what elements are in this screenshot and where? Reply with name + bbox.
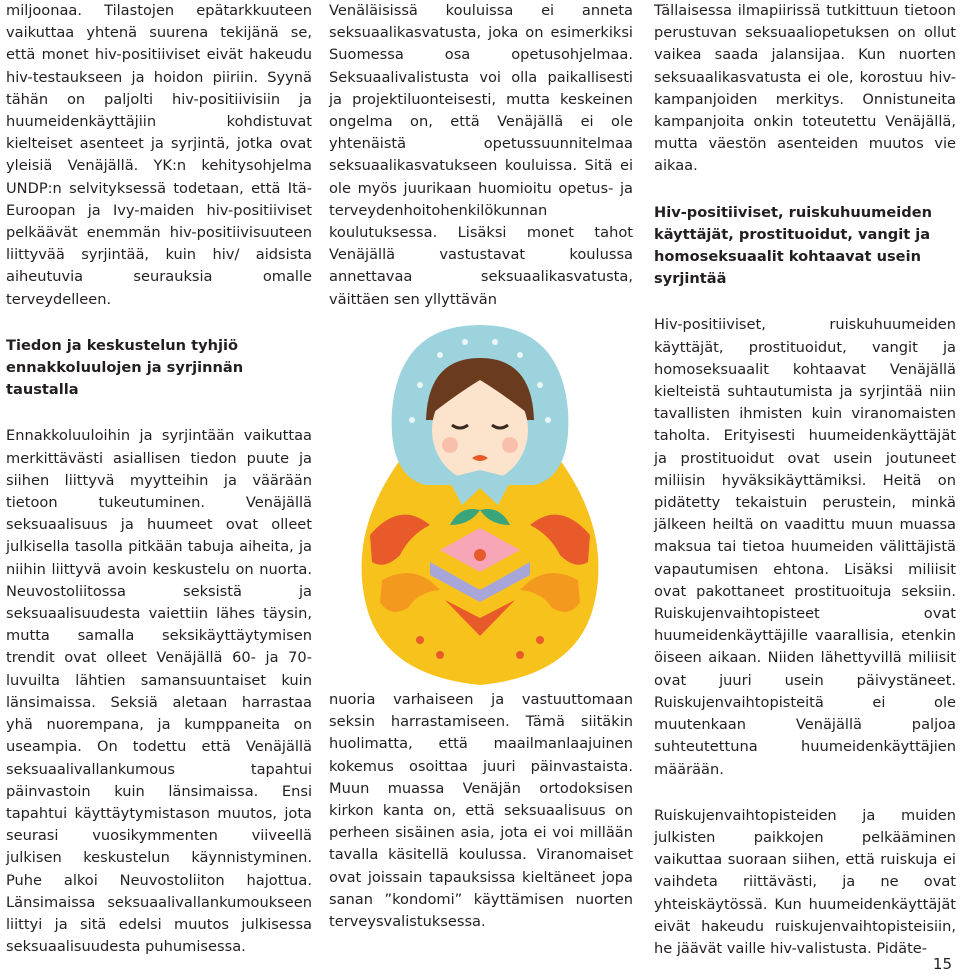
paragraph: nuoria varhaiseen ja vastuuttomaan seksin harrastamiseen. Tämä siitäkin huolimatta, että maailmanlaajuinen kokemus osoittaa juuri päinvastaista. Muun muassa Venäjän ortodoksisen kirkon kanta on, että seksuaalisuus on perheen sisäinen asia, jota ei voi millään tavalla käsitellä koulussa. Viranomaiset ovat joissain tapauksissa kieltäneet jopa sanan ”kondomi” käyttämisen nuorten terveysvalistuksessa. [329, 691, 633, 931]
section-heading: Tiedon ja keskustelun tyhjiö ennakkoluulojen ja syrjinnän taustalla [6, 336, 244, 399]
text-column-1 [6, 0, 312, 958]
text-column-2-continued [329, 689, 633, 933]
text-column-3 [654, 0, 956, 960]
paragraph: miljoonaa. Tilastojen epätarkkuuteen vaikuttaa yhtenä suurena tekijänä se, että monet hiv-positiiviset eivät hakeudu hiv-testaukseen ja hoidon piiriin. Syynä tähän on paljolti hiv-positiivisiin ja huumeidenkäyttäjiin kohdistuvat kielteiset asenteet ja syrjintä, jotka ovat yleisiä Venäjällä. YK:n kehitysohjelma UNDP:n selvityksessä todetaan, että Itä-Euroopan ja Ivy-maiden hiv-positiiviset pelkäävät enemmän hiv-positiivisuuteen liittyvää syrjintää, kuin hiv/ aidsista aiheutuvia seurauksia omalle terveydelleen. [6, 2, 312, 308]
paragraph: Ruiskujenvaihtopisteiden ja muiden julkisten paikkojen pelkääminen vaikuttaa suoraan siihen, että ruiskuja ei vaihdeta riittävästi, ja ne ovat yhteiskäytössä. Kun huumeidenkäyttäjät eivät hakeudu ruiskujenvaihtopisteisiin, he jäävät vaille hiv-valistusta. Pidäte- [654, 806, 956, 957]
paragraph: Ennakkoluuloihin ja syrjintään vaikuttaa merkittävästi asiallisen tiedon puute ja siihen liittyvä myytteihin ja väärään tietoon tukeutuminen. Venäjällä seksuaalisuus ja huumeet ovat olleet julkisella tasolla pitkään tabuja aiheita, ja niihin liittyvä avoin keskustelu on nuorta. Neuvostoliitossa seksistä ja seksuaalisuudesta vaiettiin lähes täysin, mutta samalla seksikäyttäytymisen trendit ovat olleet Venäjällä 60- ja 70-luvuilta lähtien samansuuntaiset kuin länsimaissa. Seksiä aletaan harrastaa yhä nuorempana, ja kumppaneita on useampia. On todettu että Venäjällä seksuaalivallankumous tapahtui päinvastoin kuin länsimaissa. Ensi tapahtui käyttäytymistason muutos, jota seurasi vuosikymmenten viiveellä julkisen keskustelun käynnistyminen. Puhe alkoi Neuvostoliiton hajottua. Länsimaissa seksuaalivallankumoukseen liittyi ja sitä edelsi muutos julkisessa seksuaalisuudesta puhumisessa. [6, 427, 312, 956]
paragraph: Tällaisessa ilmapiirissä tutkittuun tietoon perustuvan seksuaaliopetuksen on ollut vaikea saada jalansijaa. Kun nuorten seksuaalikasvatusta ei ole, korostuu hiv-kampanjoiden merkitys. Onnistuneita kampanjoita onkin toteutettu Venäjällä, mutta väestön asenteiden muutos vie aikaa. [654, 2, 956, 175]
section-heading: Hiv-positiiviset, ruiskuhuumeiden käyttäjät, prostituoidut, vangit ja homoseksuaalit kohtaavat usein syrjintää [654, 203, 933, 288]
paragraph: Venäläisissä kouluissa ei anneta seksuaalikasvatusta, joka on esimerkiksi Suomessa osa opetusohjelmaa. Seksuaalivalistusta voi olla paikallisesti ja projektiluonteisesti, mutta keskeinen ongelma on, että Venäjällä ei ole yhtenäistä opetussuunnitelmaa seksuaalikasvatukseen kouluissa. Sitä ei ole myös juurikaan huomioitu opetus- ja terveydenhoitohenkilökunnan koulutuksessa. Lisäksi monet tahot Venäjällä vastustavat koulussa annettavaa seksuaalikasvatusta, väittäen sen yllyttävän [329, 2, 633, 308]
page-number: 15 [932, 955, 952, 973]
matryoshka-doll-illustration [330, 300, 630, 690]
paragraph: Hiv-positiiviset, ruiskuhuumeiden käyttäjät, prostituoidut, vangit ja homoseksuaalit kohtaavat Venäjällä kielteistä suhtautumista ja syrjintää niin tavallisten ihmisten kuin viranomaisten taholta. Erityisesti huumeidenkäyttäjät ja prostituoidut ovat usein joutuneet miliisin hyväksikäyttämiksi. Heitä on pidätetty tekaistuin perustein, minkä jälkeen heiltä on vaadittu muun muassa maksua tai tietoa huumeiden välittäjistä vapautumisen ehtona. Lisäksi miliisit ovat pakottaneet prostituoituja seksiin. Ruiskujenvaihtopisteet ovat huumeidenkäyttäjille vaarallisia, etenkin öiseen aikaan. Niiden lähettyvillä miliisit ovat juuri usein päivystäneet. Ruiskujenvaihtopisteitä ei ole muutenkaan Venäjällä paljoa suhteutettuna huumeidenkäyttäjien määrään. [654, 316, 956, 778]
text-column-2 [329, 0, 633, 311]
